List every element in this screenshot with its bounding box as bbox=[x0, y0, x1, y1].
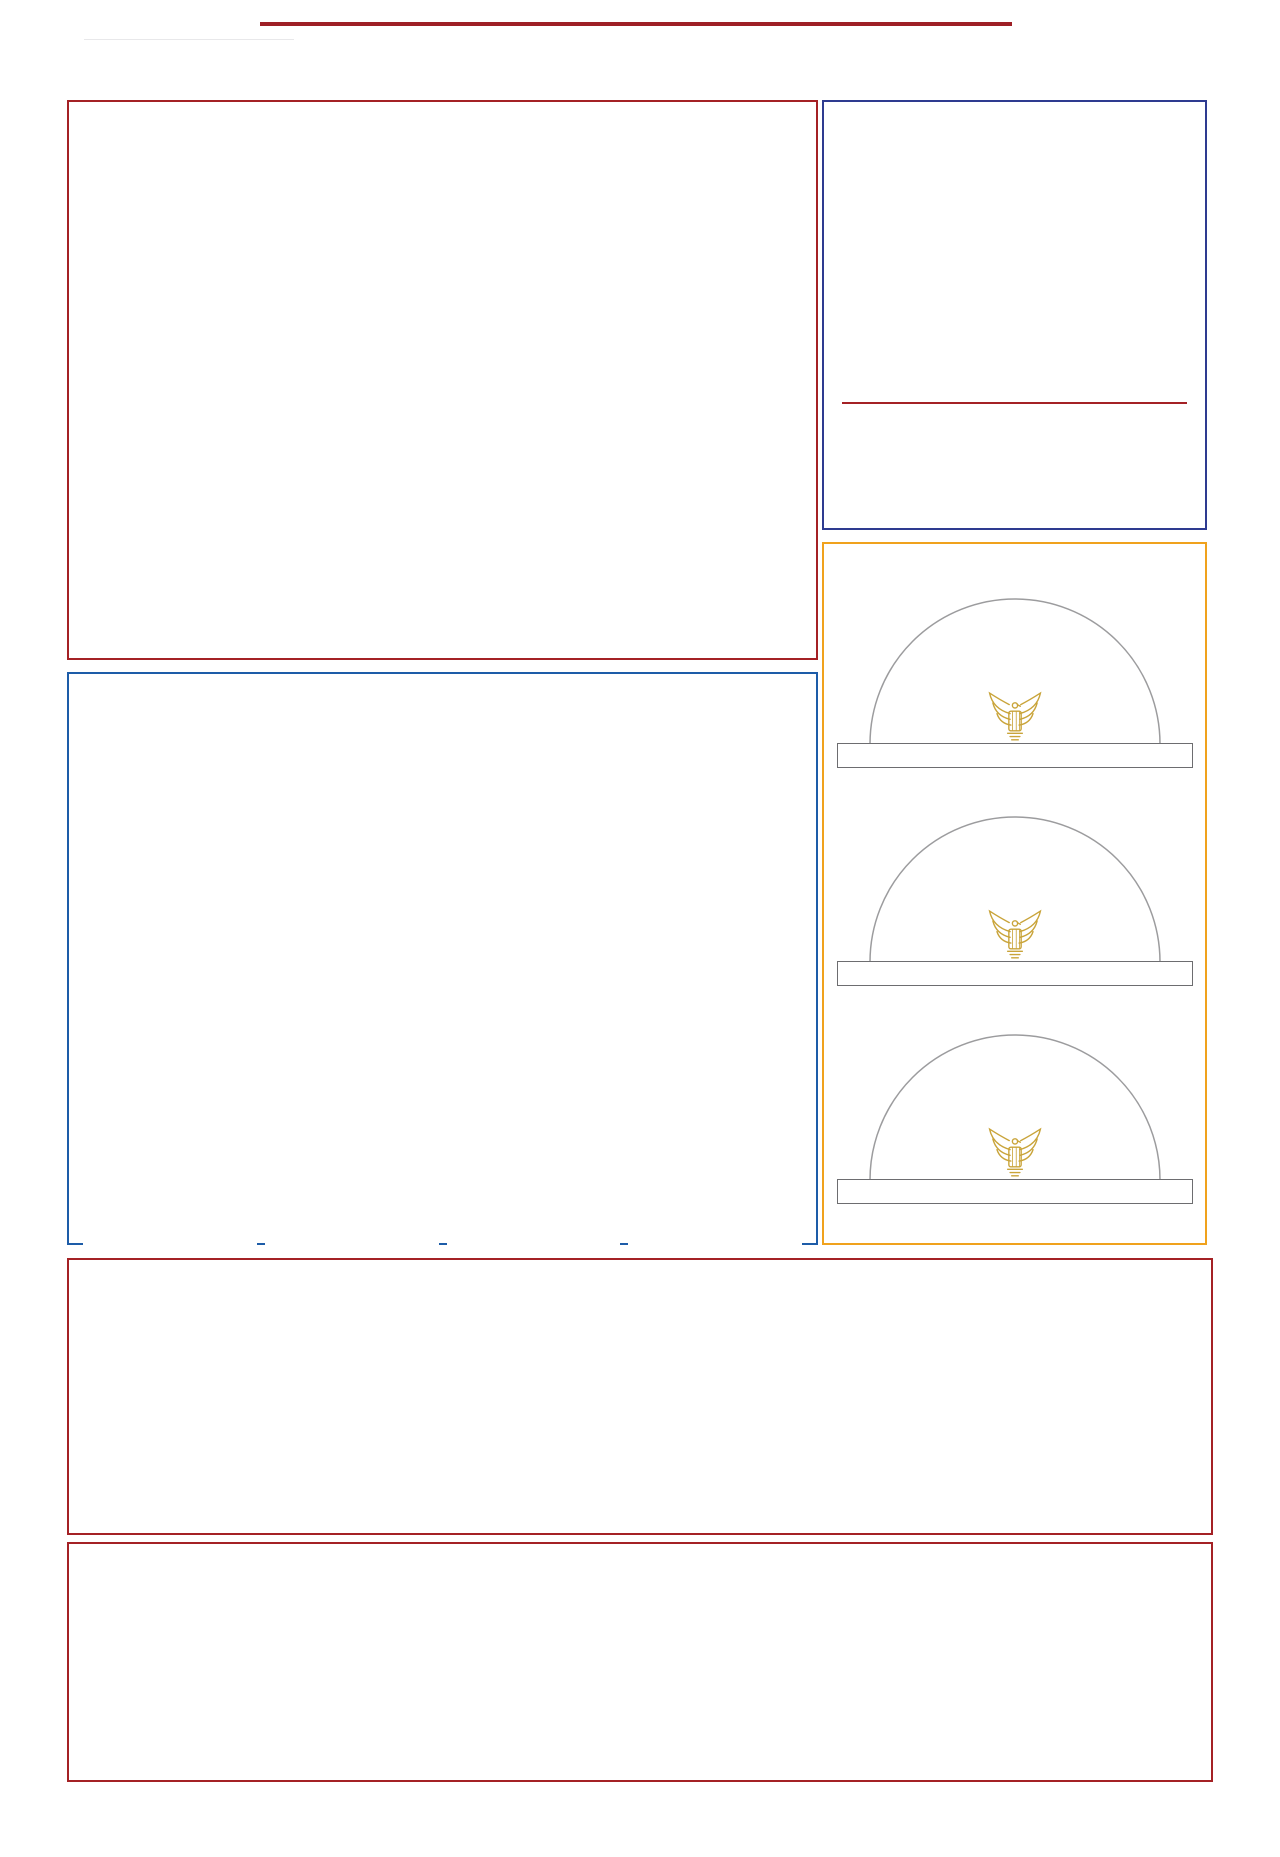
map-first-stage-independent-list-seats bbox=[465, 188, 795, 528]
list-card-parties bbox=[447, 1204, 621, 1252]
gauge0-legend bbox=[837, 768, 1193, 814]
logo-divider bbox=[84, 39, 294, 40]
gauge-first-stage-seats bbox=[837, 814, 1193, 1032]
female-participation-panel bbox=[822, 100, 1207, 530]
first-stage-column bbox=[846, 146, 1016, 154]
parliament-seats-panel bbox=[822, 542, 1207, 1245]
gauge-second-stage-seats bbox=[837, 1032, 1193, 1250]
list-card-parties bbox=[265, 1204, 439, 1252]
sources-footer bbox=[0, 1803, 1280, 1857]
gauge2-legend bbox=[837, 1204, 1193, 1250]
elections-calendar-box-2 bbox=[67, 1542, 1213, 1782]
gauge0-caption bbox=[837, 743, 1193, 768]
list-card-east-delta bbox=[447, 1164, 621, 1252]
female-panel-divider bbox=[842, 402, 1187, 404]
list-card-title bbox=[83, 1164, 257, 1204]
independent-seats-panel bbox=[67, 100, 818, 660]
gauge1-legend bbox=[837, 986, 1193, 1032]
elections-calendar-box-1 bbox=[67, 1258, 1213, 1535]
list-card-title bbox=[628, 1164, 802, 1204]
gauge2-caption bbox=[837, 1179, 1193, 1204]
list-card-upper-egypt bbox=[83, 1164, 257, 1252]
map-first-stage-party-list-seats bbox=[83, 764, 433, 1094]
constituency-list-cards bbox=[83, 1164, 802, 1252]
page-header bbox=[0, 0, 1280, 88]
list-card-parties bbox=[628, 1204, 802, 1252]
gauge-total-seats bbox=[837, 596, 1193, 814]
page-title bbox=[260, 14, 1012, 26]
map-first-stage-independent-seats bbox=[83, 192, 433, 522]
party-seats-panel bbox=[67, 672, 818, 1245]
map-second-stage-party-list-seats bbox=[465, 760, 795, 1100]
list-card-title bbox=[265, 1164, 439, 1204]
list-card-parties bbox=[83, 1204, 257, 1252]
title-underline bbox=[260, 22, 1012, 26]
list-card-cairo-middle-delta bbox=[628, 1164, 802, 1252]
list-card-west-delta bbox=[265, 1164, 439, 1252]
gauge1-caption bbox=[837, 961, 1193, 986]
globe-icon bbox=[84, 14, 106, 36]
list-card-title bbox=[447, 1164, 621, 1204]
appointees-column bbox=[1020, 146, 1190, 154]
